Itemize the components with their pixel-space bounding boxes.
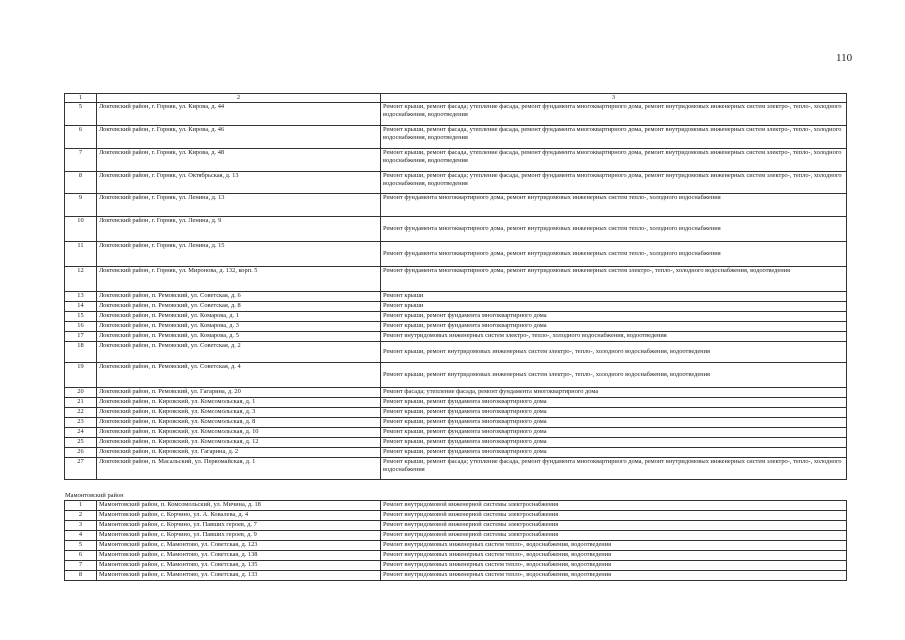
row-work: Ремонт крыши (381, 292, 847, 302)
row-work: Ремонт фундамента многоквартирного дома, ремонт внутридомовых инженерных систем тепло-, холодного водоснабжения (381, 194, 847, 217)
table-row (65, 428, 847, 438)
row-work: Ремонт крыши, ремонт фундамента многоквартирного дома (381, 428, 847, 438)
row-work: Ремонт крыши, ремонт фасада; утепление фасада, ремонт фундамента многоквартирного дома, ремонт внутридомовых инженерных систем электро-, тепло-, холодного водоснабжения, водоотведения (381, 172, 847, 194)
row-number: 17 (65, 332, 97, 342)
row-work: Ремонт крыши, ремонт фундамента многоквартирного дома (381, 418, 847, 428)
row-work: Ремонт крыши, ремонт фундамента многоквартирного дома (381, 322, 847, 332)
row-address: Мамонтовский район, п. Комсомольский, ул. Мичина, д. 18 (97, 501, 381, 511)
header-col-3: 3 (381, 94, 847, 103)
table-row (65, 521, 847, 531)
repair-table (64, 93, 847, 581)
section-title: Мамонтовский район (65, 480, 847, 501)
table-row (65, 332, 847, 342)
row-work: Ремонт фундамента многоквартирного дома, ремонт внутридомовых инженерных систем тепло-, холодного водоснабжения (381, 217, 847, 242)
row-address: Локтевский район, г. Горняк, ул. Ленина, д. 9 (97, 217, 381, 242)
row-address: Мамонтовский район, с. Мамонтово, ул. Советская, д. 135 (97, 561, 381, 571)
row-address: Мамонтовский район, с. Мамонтово, ул. Советская, д. 133 (97, 571, 381, 581)
row-address: Локтевский район, п. Кировский, ул. Гагарина, д. 2 (97, 448, 381, 458)
row-number: 15 (65, 312, 97, 322)
row-address: Локтевский район, п. Ремовский, ул. Советская, д. 8 (97, 302, 381, 312)
table-row (65, 363, 847, 388)
table-row (65, 217, 847, 242)
table-row (65, 571, 847, 581)
row-address: Локтевский район, п. Ремовский, ул. Советская, д. 6 (97, 292, 381, 302)
table-row (65, 438, 847, 448)
row-work: Ремонт внутридомовых инженерных систем тепло-, водоснабжения, водоотведения (381, 541, 847, 551)
table-row (65, 388, 847, 398)
row-work: Ремонт внутридомовой инженерной системы электроснабжения (381, 521, 847, 531)
row-address: Локтевский район, п. Кировский, ул. Комсомольская, д. 1 (97, 398, 381, 408)
row-number: 3 (65, 521, 97, 531)
table-row (65, 312, 847, 322)
row-number: 25 (65, 438, 97, 448)
row-work: Ремонт фундамента многоквартирного дома, ремонт внутридомовых инженерных систем электро-, тепло-, холодного водоснабжения, водоотведения (381, 267, 847, 292)
row-number: 6 (65, 551, 97, 561)
row-address: Локтевский район, п. Ремовский, ул. Советская, д. 4 (97, 363, 381, 388)
header-row (65, 94, 847, 103)
row-work: Ремонт внутридомовых инженерных систем тепло-, водоснабжения, водоотведения (381, 551, 847, 561)
row-address: Локтевский район, г. Горняк, ул. Октябрьская, д. 13 (97, 172, 381, 194)
table-row (65, 408, 847, 418)
row-number: 23 (65, 418, 97, 428)
table-row (65, 541, 847, 551)
row-work: Ремонт крыши, ремонт фасада, утепление фасада, ремонт фундамента многоквартирного дома, ремонт внутридомовых инженерных систем электро-, тепло-, холодного водоснабжения, водоотведения (381, 149, 847, 172)
row-number: 9 (65, 194, 97, 217)
row-address: Мамонтовский район, с. Корчино, ул. Павших героев, д. 9 (97, 531, 381, 541)
row-number: 5 (65, 541, 97, 551)
row-address: Локтевский район, п. Ремовский, ул. Советская, д. 2 (97, 342, 381, 363)
table-row (65, 418, 847, 428)
row-number: 19 (65, 363, 97, 388)
row-address: Локтевский район, п. Кировский, ул. Комсомольская, д. 10 (97, 428, 381, 438)
row-number: 21 (65, 398, 97, 408)
table-row (65, 458, 847, 480)
table-row (65, 149, 847, 172)
row-number: 16 (65, 322, 97, 332)
row-work: Ремонт внутридомовых инженерных систем тепло-, водоснабжения, водоотведения (381, 561, 847, 571)
row-number: 22 (65, 408, 97, 418)
row-number: 4 (65, 531, 97, 541)
row-address: Локтевский район, п. Ремовский, ул. Комарова, д. 5 (97, 332, 381, 342)
table-row (65, 194, 847, 217)
row-number: 26 (65, 448, 97, 458)
row-work: Ремонт крыши, ремонт фундамента многоквартирного дома (381, 408, 847, 418)
table-row (65, 103, 847, 126)
row-number: 14 (65, 302, 97, 312)
row-work: Ремонт крыши, ремонт фундамента многоквартирного дома (381, 448, 847, 458)
row-address: Локтевский район, г. Горняк, ул. Миронова, д. 132, корп. 5 (97, 267, 381, 292)
table-row (65, 322, 847, 332)
row-work: Ремонт крыши, ремонт внутридомовых инженерных систем электро-, тепло-, холодного водоснабжения, водоотведения (381, 342, 847, 363)
row-number: 8 (65, 571, 97, 581)
table-row (65, 511, 847, 521)
row-address: Локтевский район, г. Горняк, ул. Кирова, д. 46 (97, 126, 381, 149)
row-address: Локтевский район, г. Горняк, ул. Кирова, д. 48 (97, 149, 381, 172)
row-number: 7 (65, 561, 97, 571)
row-address: Локтевский район, п. Ремовский, ул. Комарова, д. 1 (97, 312, 381, 322)
row-work: Ремонт крыши, ремонт фундамента многоквартирного дома (381, 312, 847, 322)
row-number: 1 (65, 501, 97, 511)
row-number: 18 (65, 342, 97, 363)
row-address: Мамонтовский район, с. Мамонтово, ул. Советская, д. 138 (97, 551, 381, 561)
row-work: Ремонт крыши, ремонт фасада, утепление фасада, ремонт фундамента многоквартирного дома, ремонт внутридомовых инженерных систем электро-, тепло-, холодного водоснабжения, водоотведения (381, 126, 847, 149)
table-row (65, 448, 847, 458)
row-number: 24 (65, 428, 97, 438)
row-work: Ремонт внутридомовых инженерных систем электро-, тепло-, холодного водоснабжения, водоотведения (381, 332, 847, 342)
row-work: Ремонт фундамента многоквартирного дома, ремонт внутридомовых инженерных систем тепло-, холодного водоснабжения (381, 242, 847, 267)
table-row (65, 398, 847, 408)
row-address: Локтевский район, п. Кировский, ул. Комсомольская, д. 8 (97, 418, 381, 428)
section-row (65, 480, 847, 501)
row-address: Мамонтовский район, с. Корчино, ул. Павших героев, д. 7 (97, 521, 381, 531)
page-number: 110 (836, 52, 853, 64)
row-number: 12 (65, 267, 97, 292)
row-address: Локтевский район, п. Ремовский, ул. Гагарина, д. 20 (97, 388, 381, 398)
row-number: 11 (65, 242, 97, 267)
row-number: 13 (65, 292, 97, 302)
row-address: Локтевский район, г. Горняк, ул. Кирова, д. 44 (97, 103, 381, 126)
row-number: 20 (65, 388, 97, 398)
row-address: Локтевский район, п. Масальский, ул. Первомайская, д. 1 (97, 458, 381, 480)
table-row (65, 342, 847, 363)
row-address: Локтевский район, г. Горняк, ул. Ленина, д. 15 (97, 242, 381, 267)
row-work: Ремонт крыши, ремонт фундамента многоквартирного дома (381, 438, 847, 448)
row-work: Ремонт крыши, ремонт внутридомовых инженерных систем электро-, тепло-, холодного водоснабжения, водоотведения (381, 363, 847, 388)
table-row (65, 551, 847, 561)
row-number: 27 (65, 458, 97, 480)
row-work: Ремонт внутридомовой инженерной системы электроснабжения (381, 531, 847, 541)
row-work: Ремонт внутридомовой инженерной системы электроснабжения (381, 511, 847, 521)
row-address: Мамонтовский район, с. Мамонтово, ул. Советская, д. 123 (97, 541, 381, 551)
row-number: 8 (65, 172, 97, 194)
table-row (65, 126, 847, 149)
row-address: Мамонтовский район, с. Корчино, ул. А. Ковалева, д. 4 (97, 511, 381, 521)
row-number: 7 (65, 149, 97, 172)
row-work: Ремонт крыши, ремонт фасада; утепление фасада, ремонт фундамента многоквартирного дома, ремонт внутридомовых инженерных систем электро-, тепло-, холодного водоснабжения (381, 458, 847, 480)
row-address: Локтевский район, п. Ремовский, ул. Комарова, д. 3 (97, 322, 381, 332)
row-address: Локтевский район, п. Кировский, ул. Комсомольская, д. 12 (97, 438, 381, 448)
row-number: 2 (65, 511, 97, 521)
table-row (65, 302, 847, 312)
row-number: 6 (65, 126, 97, 149)
row-work: Ремонт внутридомовой инженерной системы электроснабжения (381, 501, 847, 511)
table-row (65, 292, 847, 302)
row-work: Ремонт крыши, ремонт фундамента многоквартирного дома (381, 398, 847, 408)
table-row (65, 561, 847, 571)
row-work: Ремонт внутридомовых инженерных систем тепло-, водоснабжения, водоотведения (381, 571, 847, 581)
table-row (65, 531, 847, 541)
row-address: Локтевский район, г. Горняк, ул. Ленина, д. 13 (97, 194, 381, 217)
row-number: 10 (65, 217, 97, 242)
row-work: Ремонт крыши, ремонт фасада; утепление фасада, ремонт фундамента многоквартирного дома, ремонт внутридомовых инженерных систем электро-, тепло-, холодного водоснабжения, водоотведения (381, 103, 847, 126)
row-address: Локтевский район, п. Кировский, ул. Комсомольская, д. 3 (97, 408, 381, 418)
table-row (65, 242, 847, 267)
header-col-1: 1 (65, 94, 97, 103)
table-row (65, 172, 847, 194)
row-work: Ремонт фасада; утепление фасада, ремонт фундамента многоквартирного дома (381, 388, 847, 398)
row-work: Ремонт крыши (381, 302, 847, 312)
table-row (65, 501, 847, 511)
row-number: 5 (65, 103, 97, 126)
header-col-2: 2 (97, 94, 381, 103)
table-row (65, 267, 847, 292)
